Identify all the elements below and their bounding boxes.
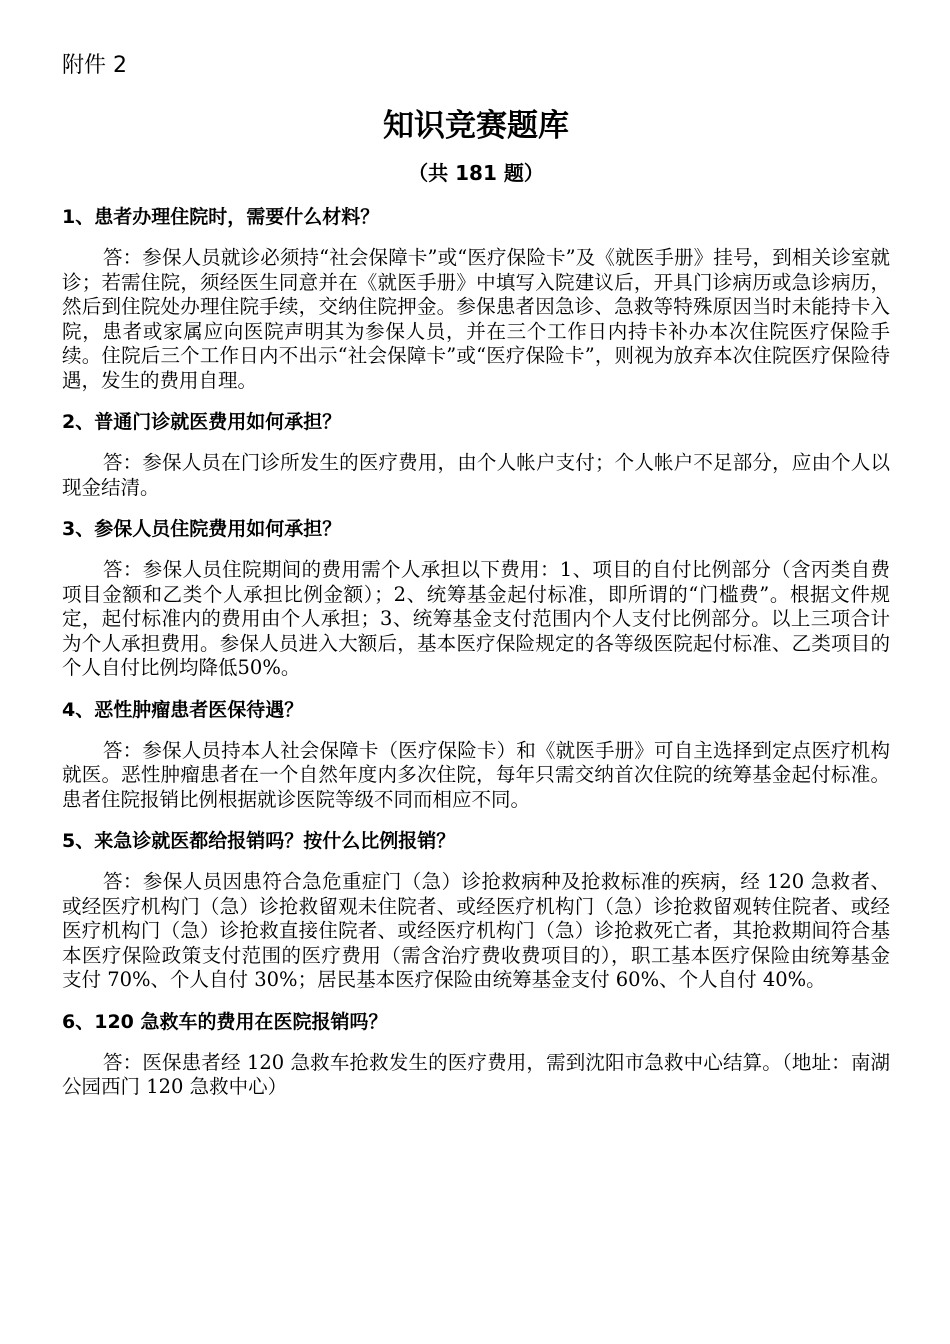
- qa-item-4: [62, 695, 890, 813]
- answer-paragraph: 答：参保人员持本人社会保障卡（医疗保险卡）和《就医手册》可自主选择到定点医疗机构就医。恶性肿瘤患者在一个自然年度内多次住院，每年只需交纳首次住院的统筹基金起付标准。患者住院报销比例根据就诊医院等级不同而相应不同。: [62, 738, 890, 811]
- answer-paragraph: 答：医保患者经 120 急救车抢救发生的医疗费用，需到沈阳市急救中心结算。（地址：南湖公园西门 120 急救中心）: [62, 1050, 890, 1098]
- attachment-label: 附件 2: [62, 53, 127, 78]
- question-count-subtitle: （共 181 题）: [408, 161, 544, 185]
- qa-item-1: [62, 202, 890, 393]
- answer-paragraph: 答：参保人员在门诊所发生的医疗费用，由个人帐户支付；个人帐户不足部分，应由个人以现金结清。: [62, 451, 890, 499]
- question-heading: 5、来急诊就医都给报销吗？按什么比例报销？: [62, 830, 456, 852]
- qa-item-3: [62, 514, 890, 681]
- document-page: [62, 50, 890, 1112]
- document-title: 知识竞赛题库: [383, 108, 569, 144]
- question-heading: 3、参保人员住院费用如何承担？: [62, 518, 342, 540]
- question-heading: 2、普通门诊就医费用如何承担？: [62, 411, 342, 433]
- answer-paragraph: 答：参保人员住院期间的费用需个人承担以下费用：1、项目的自付比例部分（含丙类自费项目金额和乙类个人承担比例金额）；2、统筹基金起付标准，即所谓的“门槛费”。根据文件规定，起付标准内的费用由个人承担；3、统筹基金支付范围内个人支付比例部分。以上三项合计为个人承担费用。参保人员进入大额后，基本医疗保险规定的各等级医院起付标准、乙类项目的个人自付比例均降低50%。: [62, 558, 890, 679]
- question-heading: 4、恶性肿瘤患者医保待遇？: [62, 698, 304, 721]
- qa-item-5: [62, 826, 890, 993]
- question-heading: 1、患者办理住院时，需要什么材料？: [62, 206, 380, 228]
- answer-paragraph: 答：参保人员就诊必须持“社会保障卡”或“医疗保险卡”及《就医手册》挂号，到相关诊室就诊；若需住院，须经医生同意并在《就医手册》中填写入院建议后，开具门诊病历或急诊病历，然后到住院处办理住院手续，交纳住院押金。参保患者因急诊、急救等特殊原因当时未能持卡入院，患者或家属应向医院声明其为参保人员，并在三个工作日内持卡补办本次住院医疗保险手续。住院后三个工作日内不出示“社会保障卡”或“医疗保险卡”，则视为放弃本次住院医疗保险待遇，发生的费用自理。: [62, 246, 890, 392]
- qa-item-6: [62, 1007, 890, 1100]
- qa-item-2: [62, 407, 890, 500]
- answer-paragraph: 答：参保人员因患符合急危重症门（急）诊抢救病种及抢救标准的疾病，经 120 急救者、或经医疗机构门（急）诊抢救留观未住院者、或经医疗机构门（急）诊抢救留观转住院者、或经医疗机构门（急）诊抢救直接住院者、或经医疗机构门（急）诊抢救死亡者，其抢救期间符合基本医疗保险政策支付范围的医疗费用（需含治疗费收费项目的），职工基本医疗保险由统筹基金支付 70%、个人自付 30%；居民基本医疗保险由统筹基金支付 60%、个人自付 40%。: [62, 870, 890, 991]
- question-heading: 6、120 急救车的费用在医院报销吗？: [62, 1010, 388, 1033]
